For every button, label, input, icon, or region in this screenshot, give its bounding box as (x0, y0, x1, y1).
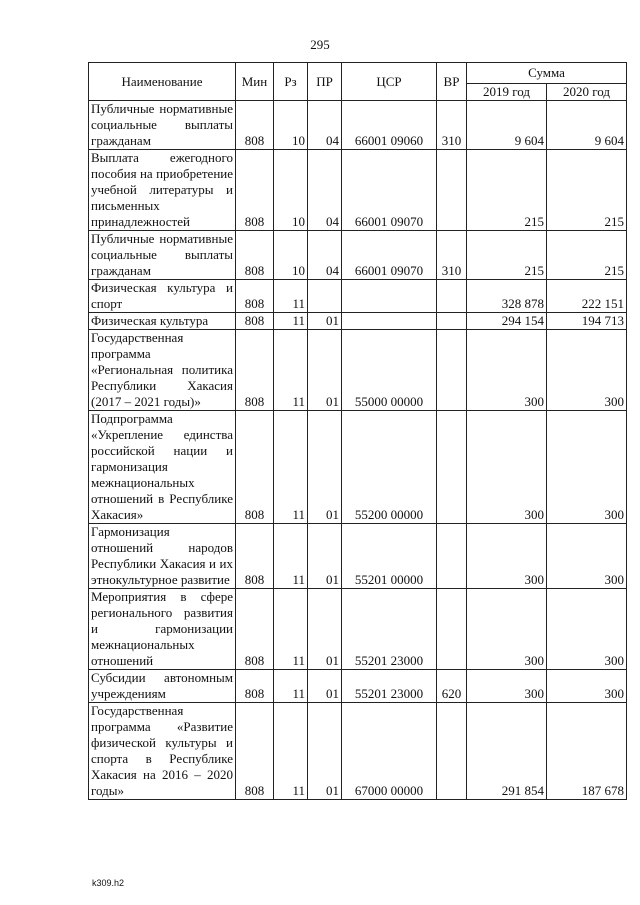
row-2020: 300 (547, 589, 627, 670)
row-rz: 11 (274, 330, 308, 411)
row-2020: 9 604 (547, 101, 627, 150)
row-csr (342, 280, 437, 313)
row-pr (308, 280, 342, 313)
table-row (89, 150, 627, 231)
table-row (89, 313, 627, 330)
table-row (89, 280, 627, 313)
row-vr: 310 (437, 101, 467, 150)
row-vr (437, 524, 467, 589)
row-vr (437, 313, 467, 330)
row-2019: 328 878 (467, 280, 547, 313)
row-2019: 215 (467, 150, 547, 231)
row-vr (437, 411, 467, 524)
row-pr: 01 (308, 589, 342, 670)
page-number: 295 (310, 37, 330, 52)
row-csr: 66001 09070 (342, 231, 437, 280)
row-min: 808 (236, 411, 274, 524)
row-vr (437, 589, 467, 670)
row-rz: 10 (274, 150, 308, 231)
row-name: Публичные нормативные социальные выплаты гражданам (89, 231, 236, 280)
row-pr: 01 (308, 330, 342, 411)
row-2019: 300 (467, 330, 547, 411)
row-2020: 194 713 (547, 313, 627, 330)
table-row (89, 524, 627, 589)
row-name: Мероприятия в сфере регионального развития и гармонизации межнациональных отношений (89, 589, 236, 670)
row-2019: 215 (467, 231, 547, 280)
row-2020: 215 (547, 150, 627, 231)
row-name: Государственная программа «Региональная политика Республики Хакасия (2017 – 2021 годы)» (89, 330, 236, 411)
table-row (89, 589, 627, 670)
row-min: 808 (236, 231, 274, 280)
row-2020: 300 (547, 524, 627, 589)
row-pr: 04 (308, 231, 342, 280)
row-name: Субсидии автономным учреждениям (89, 670, 236, 703)
row-pr: 01 (308, 524, 342, 589)
row-min: 808 (236, 670, 274, 703)
row-min: 808 (236, 313, 274, 330)
row-2020: 215 (547, 231, 627, 280)
row-2019: 9 604 (467, 101, 547, 150)
col-header-2019: 2019 год (467, 84, 547, 101)
row-csr: 55201 00000 (342, 524, 437, 589)
row-2019: 300 (467, 670, 547, 703)
col-header-name: Наименование (89, 63, 236, 101)
row-rz: 11 (274, 670, 308, 703)
table-row (89, 670, 627, 703)
table-row (89, 703, 627, 800)
row-min: 808 (236, 101, 274, 150)
row-rz: 11 (274, 280, 308, 313)
row-name: Физическая культура и спорт (89, 280, 236, 313)
row-csr: 67000 00000 (342, 703, 437, 800)
footer-code: k309.h2 (92, 878, 125, 888)
table-row (89, 101, 627, 150)
row-min: 808 (236, 150, 274, 231)
col-header-pr: ПР (308, 63, 342, 101)
row-min: 808 (236, 330, 274, 411)
col-header-rz: Рз (274, 63, 308, 101)
row-rz: 11 (274, 411, 308, 524)
row-name: Выплата ежегодного пособия на приобретение учебной литературы и письменных принадлежностей (89, 150, 236, 231)
row-2019: 300 (467, 589, 547, 670)
row-pr: 04 (308, 101, 342, 150)
col-header-csr: ЦСР (342, 63, 437, 101)
row-name: Гармонизация отношений народов Республики Хакасия и их этнокультурное развитие (89, 524, 236, 589)
table-row (89, 330, 627, 411)
row-name: Публичные нормативные социальные выплаты гражданам (89, 101, 236, 150)
row-2020: 300 (547, 670, 627, 703)
row-min: 808 (236, 703, 274, 800)
row-2019: 300 (467, 411, 547, 524)
row-vr (437, 150, 467, 231)
col-header-vr: ВР (437, 63, 467, 101)
row-csr: 66001 09060 (342, 101, 437, 150)
row-vr (437, 330, 467, 411)
row-pr: 01 (308, 411, 342, 524)
row-2019: 294 154 (467, 313, 547, 330)
row-2019: 300 (467, 524, 547, 589)
row-vr: 310 (437, 231, 467, 280)
row-vr (437, 280, 467, 313)
row-name: Физическая культура (89, 313, 236, 330)
row-rz: 11 (274, 589, 308, 670)
row-min: 808 (236, 280, 274, 313)
col-header-sum: Сумма (467, 63, 627, 84)
row-pr: 01 (308, 313, 342, 330)
row-2020: 300 (547, 411, 627, 524)
row-2020: 300 (547, 330, 627, 411)
row-name: Подпрограмма «Укрепление единства российской нации и гармонизация межнациональных отношений в Республике Хакасия» (89, 411, 236, 524)
row-2019: 291 854 (467, 703, 547, 800)
row-pr: 01 (308, 703, 342, 800)
row-rz: 11 (274, 313, 308, 330)
row-csr: 55000 00000 (342, 330, 437, 411)
row-csr (342, 313, 437, 330)
row-name: Государственная программа «Развитие физической культуры и спорта в Республике Хакасия на 2016 – 2020 годы» (89, 703, 236, 800)
row-rz: 10 (274, 101, 308, 150)
row-min: 808 (236, 524, 274, 589)
row-rz: 11 (274, 524, 308, 589)
row-min: 808 (236, 589, 274, 670)
row-pr: 01 (308, 670, 342, 703)
col-header-2020: 2020 год (547, 84, 627, 101)
row-csr: 55201 23000 (342, 670, 437, 703)
row-2020: 222 151 (547, 280, 627, 313)
budget-table (88, 62, 627, 800)
row-2020: 187 678 (547, 703, 627, 800)
row-csr: 66001 09070 (342, 150, 437, 231)
table-row (89, 411, 627, 524)
row-vr: 620 (437, 670, 467, 703)
row-rz: 11 (274, 703, 308, 800)
row-rz: 10 (274, 231, 308, 280)
row-vr (437, 703, 467, 800)
col-header-min: Мин (236, 63, 274, 101)
table-row (89, 231, 627, 280)
row-csr: 55200 00000 (342, 411, 437, 524)
row-pr: 04 (308, 150, 342, 231)
row-csr: 55201 23000 (342, 589, 437, 670)
